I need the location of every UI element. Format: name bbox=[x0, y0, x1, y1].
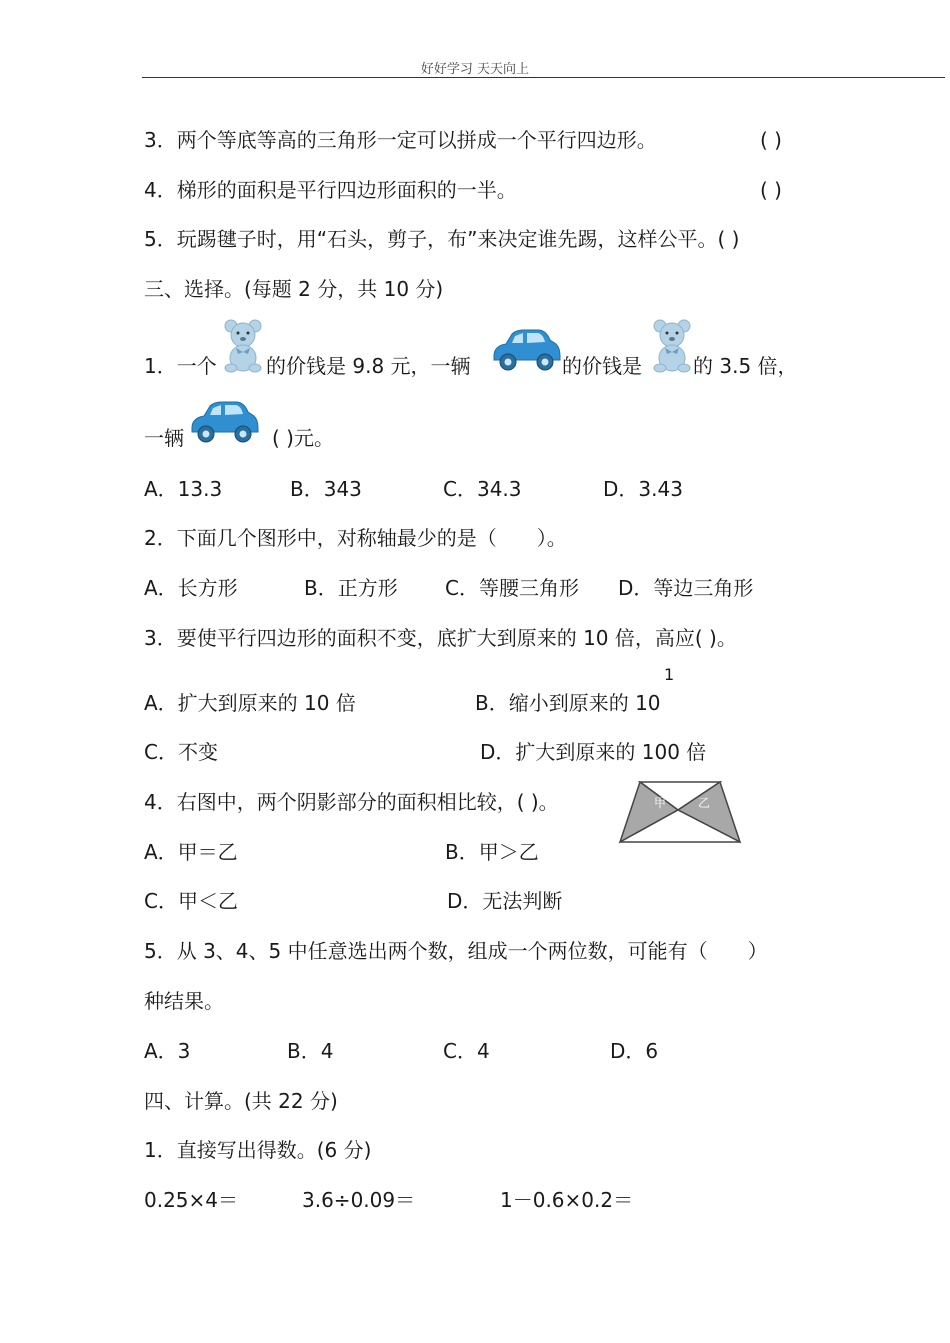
calc-item-2: 3.6÷0.09＝ bbox=[302, 1188, 416, 1212]
calc-item-1: 0.25×4＝ bbox=[144, 1188, 239, 1212]
s3q1-text-f: ( )元。 bbox=[272, 426, 334, 450]
s3q4-text: 4．右图中，两个阴影部分的面积相比较，( )。 bbox=[144, 790, 559, 814]
teddy-bear-icon bbox=[651, 318, 693, 374]
teddy-bear-icon bbox=[222, 318, 264, 374]
header-rule bbox=[142, 77, 945, 78]
judge-q5: 5．玩踢毽子时，用“石头，剪子，布”来决定谁先踢，这样公平。( ) bbox=[144, 227, 740, 251]
page-header: 好好学习 天天向上 bbox=[420, 62, 530, 77]
s3q2-option-c: C．等腰三角形 bbox=[445, 576, 579, 600]
s3q3-option-c: C．不变 bbox=[144, 740, 218, 764]
s3q4-option-d: D．无法判断 bbox=[447, 889, 563, 913]
s3q1-option-a: A．13.3 bbox=[144, 477, 223, 501]
judge-q4-answer: ( ) bbox=[760, 178, 782, 202]
s3q3-option-a: A．扩大到原来的 10 倍 bbox=[144, 691, 356, 715]
s3q1-option-c: C．34.3 bbox=[443, 477, 522, 501]
s3q3-fraction-numerator: 1 bbox=[664, 665, 675, 684]
trapezoid-diagram bbox=[618, 780, 742, 844]
s4q1-text: 1．直接写出得数。(6 分) bbox=[144, 1138, 372, 1162]
section4-title: 四、计算。(共 22 分) bbox=[144, 1089, 338, 1113]
label-yi: 乙 bbox=[698, 796, 711, 810]
s3q4-option-c: C．甲＜乙 bbox=[144, 889, 238, 913]
s3q4-option-a: A．甲＝乙 bbox=[144, 840, 238, 864]
s3q5-text: 5．从 3、4、5 中任意选出两个数，组成一个两位数，可能有（ ） bbox=[144, 939, 768, 963]
s3q5-option-d: D．6 bbox=[610, 1039, 659, 1063]
judge-q3-answer: ( ) bbox=[760, 128, 782, 152]
s3q2-option-d: D．等边三角形 bbox=[618, 576, 754, 600]
s3q5-option-b: B．4 bbox=[287, 1039, 334, 1063]
s3q1-text-a: 1．一个 bbox=[144, 354, 217, 378]
s3q2-option-a: A．长方形 bbox=[144, 576, 238, 600]
s3q1-text-c: 的价钱是 bbox=[562, 354, 642, 378]
toy-car-icon bbox=[490, 328, 562, 374]
s3q2-text: 2．下面几个图形中，对称轴最少的是（ ）。 bbox=[144, 526, 567, 550]
s3q3-text: 3．要使平行四边形的面积不变，底扩大到原来的 10 倍，高应( )。 bbox=[144, 626, 737, 650]
s3q3-option-d: D．扩大到原来的 100 倍 bbox=[480, 740, 707, 764]
s3q1-option-d: D．3.43 bbox=[603, 477, 683, 501]
toy-car-icon bbox=[188, 400, 260, 446]
s3q5-option-c: C．4 bbox=[443, 1039, 490, 1063]
s3q5-option-a: A．3 bbox=[144, 1039, 191, 1063]
s3q3-option-b: B．缩小到原来的 10 bbox=[475, 691, 661, 715]
s3q2-option-b: B．正方形 bbox=[304, 576, 398, 600]
s3q5-text2: 种结果。 bbox=[144, 989, 224, 1013]
judge-q3: 3．两个等底等高的三角形一定可以拼成一个平行四边形。 bbox=[144, 128, 657, 152]
calc-item-3: 1－0.6×0.2＝ bbox=[500, 1188, 634, 1212]
s3q4-option-b: B．甲＞乙 bbox=[445, 840, 539, 864]
judge-q4: 4．梯形的面积是平行四边形面积的一半。 bbox=[144, 178, 517, 202]
label-jia: 甲 bbox=[654, 796, 667, 810]
s3q1-text-e: 一辆 bbox=[144, 426, 184, 450]
s3q1-text-b: 的价钱是 9.8 元，一辆 bbox=[266, 354, 471, 378]
s3q1-text-d: 的 3.5 倍， bbox=[693, 354, 798, 378]
s3q1-option-b: B．343 bbox=[290, 477, 362, 501]
section3-title: 三、选择。(每题 2 分，共 10 分) bbox=[144, 277, 444, 301]
